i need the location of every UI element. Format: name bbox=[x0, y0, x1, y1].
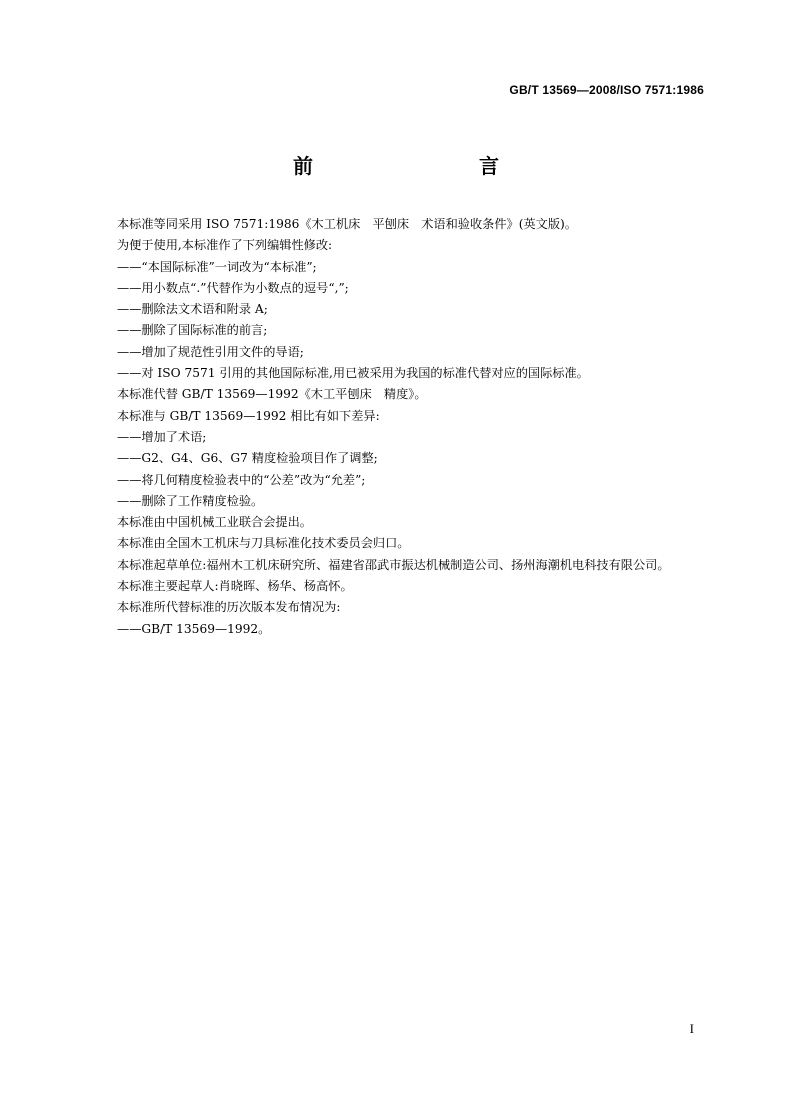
paragraph-drafting-units: 本标准起草单位:福州木工机床研究所、福建省邵武市振达机械制造公司、扬州海潮机电科技有限公司。 bbox=[117, 557, 670, 572]
list-item-referenced-standards: ——对 ISO 7571 引用的其他国际标准,用已被采用为我国的标准代替对应的国际标准。 bbox=[117, 366, 589, 381]
list-item-foreword-removed: ——删除了国际标准的前言; bbox=[117, 323, 268, 338]
list-item-decimal-point: ——用小数点“.”代替作为小数点的逗号“,”; bbox=[117, 280, 349, 295]
paragraph-replaces: 本标准代替 GB/T 13569—1992《木工平刨床 精度》。 bbox=[117, 387, 427, 402]
list-item-term-change: ——“本国际标准”一词改为“本标准”; bbox=[117, 259, 317, 274]
list-item-french-terms: ——删除法文术语和附录 A; bbox=[117, 302, 268, 317]
list-item-normative-references: ——增加了规范性引用文件的导语; bbox=[117, 344, 304, 359]
standard-code: GB/T 13569—2008/ISO 7571:1986 bbox=[509, 83, 704, 97]
paragraph-adoption: 本标准等同采用 ISO 7571:1986《木工机床 平刨床 术语和验收条件》(英文版)。 bbox=[117, 217, 577, 231]
paragraph-differences: 本标准与 GB/T 13569—1992 相比有如下差异: bbox=[117, 408, 380, 423]
list-item-inspection-adjusted: ——G2、G4、G6、G7 精度检验项目作了调整; bbox=[117, 451, 378, 466]
foreword-body bbox=[90, 214, 706, 640]
list-item-previous-edition: ——GB/T 13569—1992。 bbox=[117, 621, 271, 636]
paragraph-editorial-changes: 为便于使用,本标准作了下列编辑性修改: bbox=[117, 238, 333, 253]
paragraph-drafters: 本标准主要起草人:肖晓晖、杨华、杨高怀。 bbox=[117, 579, 353, 594]
page-title: 前 言 bbox=[293, 154, 541, 178]
paragraph-committee: 本标准由全国木工机床与刀具标准化技术委员会归口。 bbox=[117, 536, 410, 551]
list-item-tolerance-renamed: ——将几何精度检验表中的“公差”改为“允差”; bbox=[117, 472, 366, 487]
paragraph-history: 本标准所代替标准的历次版本发布情况为: bbox=[117, 600, 341, 615]
page-number: I bbox=[689, 1021, 694, 1036]
list-item-work-accuracy-removed: ——删除了工作精度检验。 bbox=[117, 493, 264, 508]
paragraph-proposer: 本标准由中国机械工业联合会提出。 bbox=[117, 515, 312, 530]
list-item-terms-added: ——增加了术语; bbox=[117, 429, 207, 444]
